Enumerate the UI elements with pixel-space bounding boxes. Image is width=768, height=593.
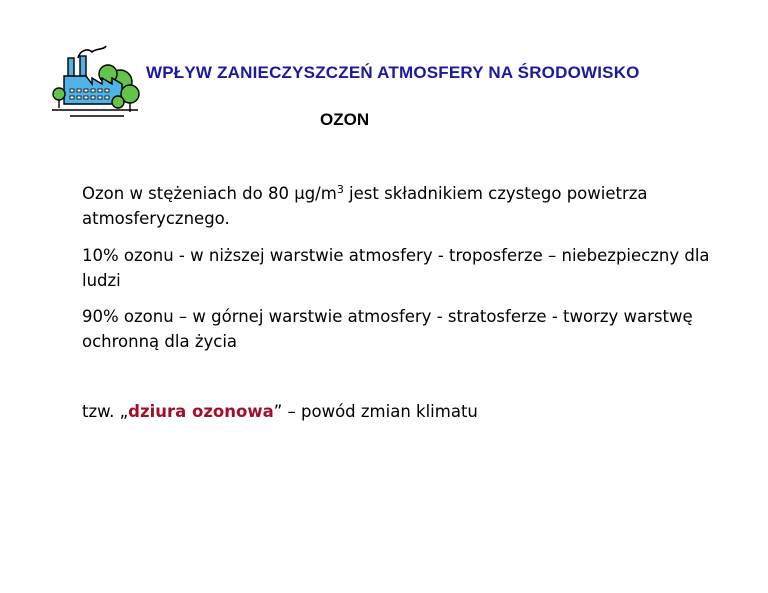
paragraph-ozone-hole [82,399,722,424]
p4-text-after: ” – powód zmian klimatu [273,402,478,421]
slide-subtitle: OZON [320,110,370,129]
p4-text-before: tzw. „ [82,402,129,421]
paragraph-ozone-concentration [82,181,722,231]
p1-text-after: jest składnikiem czystego powietrza atmosferycznego. [82,184,648,228]
slide-title: WPŁYW ZANIECZYSZCZEŃ ATMOSFERY NA ŚRODOWISKO [146,63,640,82]
paragraph-stratosphere: 90% ozonu – w górnej warstwie atmosfery - stratosferze - tworzy warstwę ochronną dla życia [82,307,693,351]
p1-text-before: Ozon w stężeniach do 80 µg/m [82,184,337,203]
factory-trees-icon [50,44,142,120]
p1-superscript: 3 [336,183,344,196]
ozone-hole-highlight: dziura ozonowa [128,402,274,421]
paragraph-troposphere: 10% ozonu - w niższej warstwie atmosfery - troposferze – niebezpieczny dla ludzi [82,246,710,290]
